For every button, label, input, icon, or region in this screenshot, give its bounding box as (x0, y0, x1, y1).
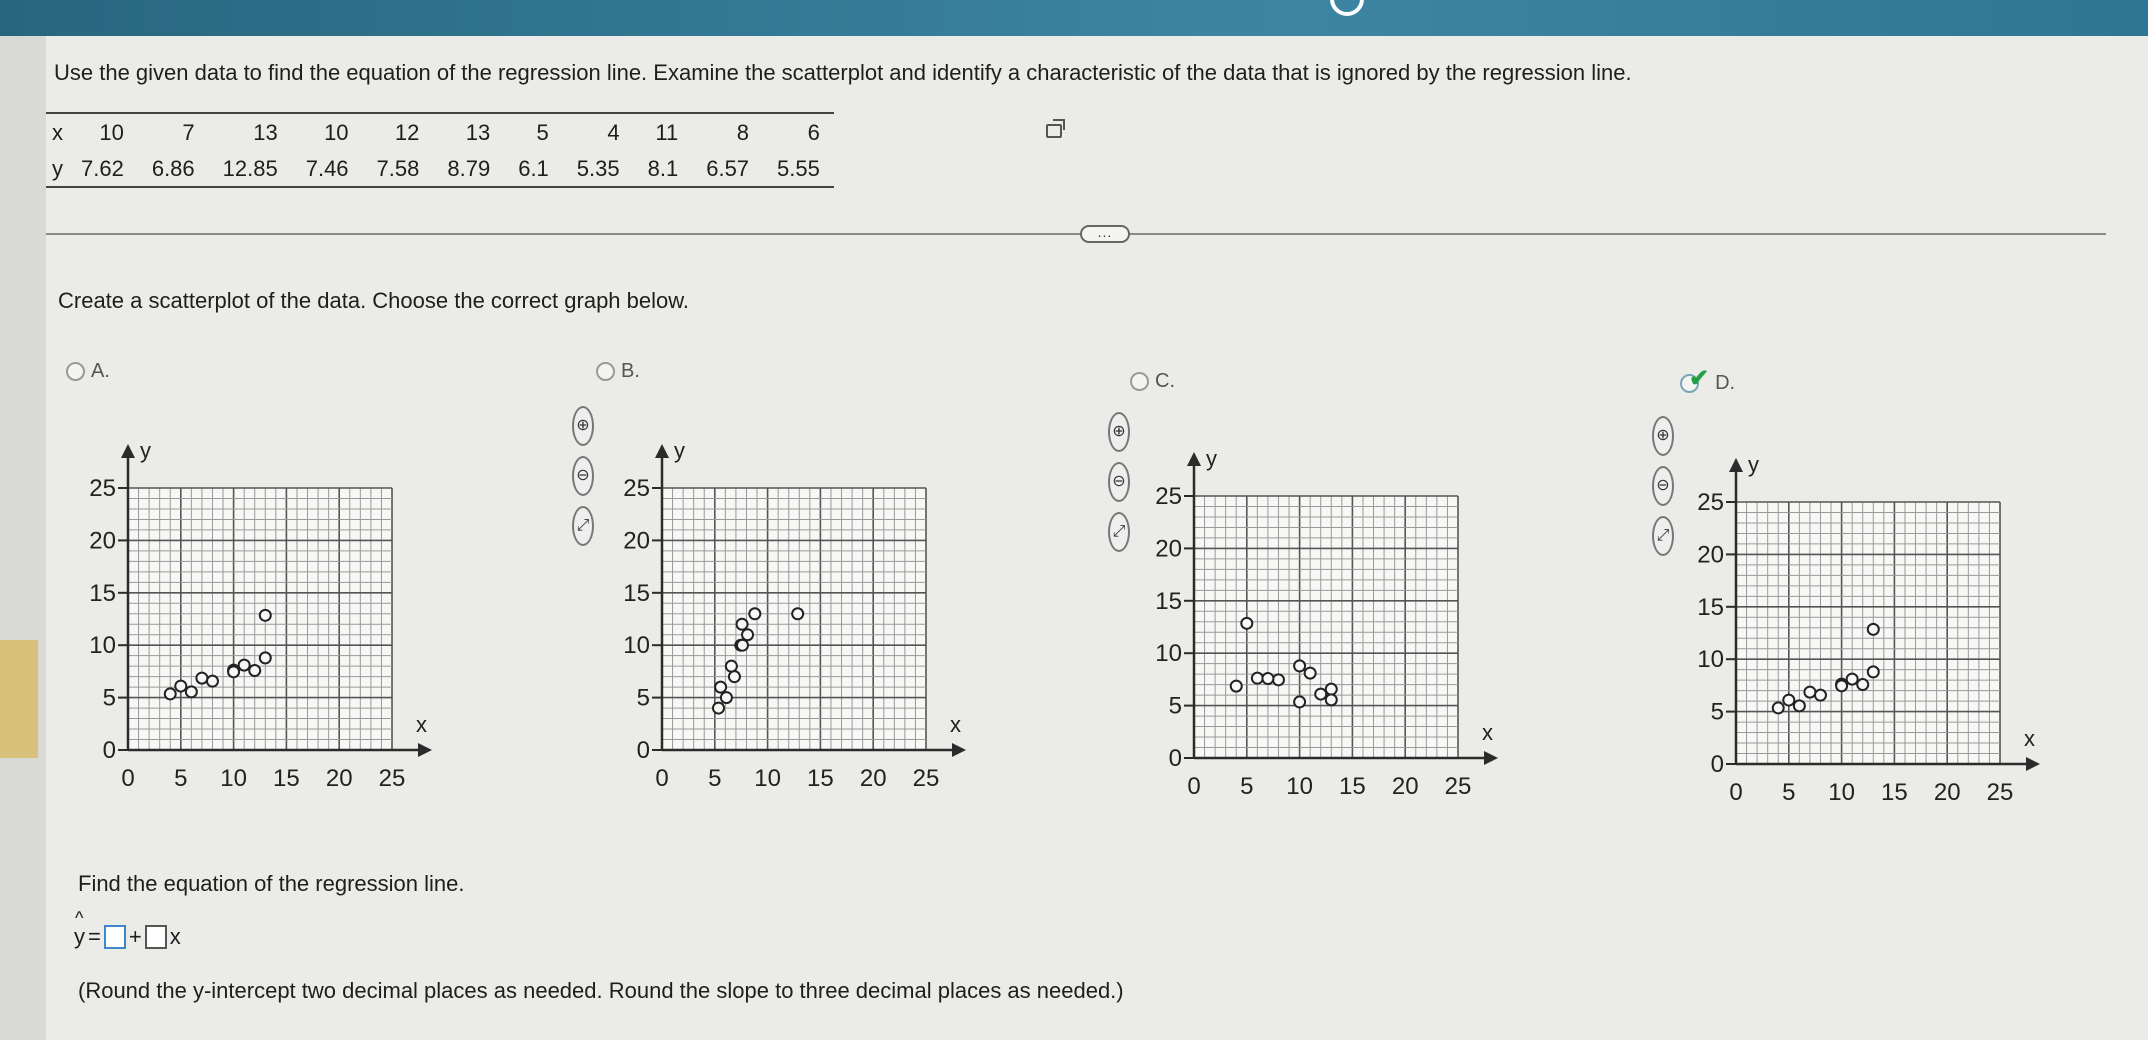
data-point (1326, 694, 1337, 705)
x-cell: 8 (736, 120, 750, 145)
option-letter: D. (1715, 372, 1736, 394)
x-row (46, 113, 834, 150)
x-cell: 13 (253, 120, 278, 145)
intercept-input[interactable] (104, 925, 126, 949)
zoom-in-icon[interactable]: ⊕ (1108, 412, 1130, 452)
option-letter: C. (1155, 370, 1175, 392)
x-tick-label: 20 (1391, 773, 1419, 800)
y-tick-label: 10 (1155, 640, 1182, 668)
y-tick-label: 5 (1168, 692, 1182, 720)
x-cell: 6 (807, 120, 820, 145)
data-point (1294, 660, 1305, 671)
zoom-in-icon[interactable]: ⊕ (1652, 416, 1674, 456)
y-cell: 5.55 (777, 156, 820, 181)
expand-icon[interactable]: ⤢ (1652, 516, 1674, 556)
x-tick-label: 15 (1881, 779, 1908, 806)
y-tick-label: 10 (89, 632, 116, 660)
x-axis-arrow (1484, 751, 1498, 765)
x-tick-label: 10 (754, 765, 781, 792)
y-tick-label: 5 (102, 684, 116, 712)
x-cell: 12 (394, 120, 420, 145)
data-point (1868, 624, 1879, 635)
y-tick-label: 20 (89, 527, 116, 555)
x-tick-label: 15 (807, 765, 834, 792)
x-cell: 10 (99, 120, 124, 145)
x-cell: 13 (465, 120, 491, 145)
y-cell: 5.35 (576, 156, 620, 181)
x-variable: x (169, 924, 181, 949)
x-tick-label: 20 (859, 765, 887, 792)
y-cell: 7.58 (376, 156, 420, 181)
x-tick-label: 25 (1986, 779, 2014, 806)
data-point (1305, 668, 1316, 679)
x-tick-label: 0 (1187, 773, 1201, 800)
data-point (1847, 674, 1858, 685)
x-tick-label: 15 (273, 765, 300, 792)
option-c[interactable] (1130, 370, 1175, 393)
radio-button[interactable] (596, 362, 615, 381)
zoom-out-icon[interactable]: ⊖ (1108, 462, 1130, 502)
plus-sign: + (128, 924, 142, 949)
x-cell: 4 (607, 120, 620, 145)
question-text: Use the given data to find the equation of the regression line. Examine the scatterplot and identify a characteristic of the data that is ignored by the regression line. (54, 60, 1632, 85)
x-axis-label: x (2024, 726, 2035, 751)
data-point (713, 703, 724, 714)
y-tick-label: 25 (623, 475, 650, 502)
y-tick-label: 0 (636, 737, 650, 764)
zoom-controls-c (1108, 412, 1130, 552)
y-hat-symbol: ^ y (74, 924, 85, 950)
data-point (1836, 680, 1847, 691)
y-tick-label: 25 (89, 475, 116, 502)
x-tick-label: 5 (1782, 779, 1796, 806)
y-axis-arrow (1187, 452, 1201, 466)
y-tick-label: 20 (1155, 535, 1182, 563)
x-cell: 7 (182, 120, 195, 145)
top-bar (0, 0, 2148, 36)
x-axis-arrow (952, 743, 966, 757)
x-tick-label: 5 (708, 765, 722, 792)
y-cell: 12.85 (222, 156, 278, 181)
y-label: y (52, 156, 63, 181)
more-button[interactable]: ... (1080, 225, 1130, 243)
data-table (46, 112, 834, 188)
data-point (1868, 666, 1879, 677)
x-axis-label: x (950, 712, 961, 737)
data-point (726, 661, 737, 672)
radio-button[interactable] (66, 362, 85, 381)
x-tick-label: 20 (1933, 779, 1961, 806)
zoom-controls-d (1652, 416, 1674, 556)
x-tick-label: 10 (1286, 773, 1313, 800)
y-tick-label: 20 (1697, 541, 1724, 569)
x-tick-label: 5 (1240, 773, 1254, 800)
y-tick-label: 5 (1710, 698, 1724, 726)
x-cell: 5 (536, 120, 549, 145)
x-tick-label: 0 (655, 765, 669, 792)
y-tick-label: 15 (89, 579, 116, 607)
y-cell: 7.46 (305, 156, 349, 181)
scatterplot-a[interactable] (80, 410, 520, 820)
x-tick-label: 10 (220, 765, 247, 792)
x-axis-arrow (2026, 757, 2040, 771)
rounding-instructions: (Round the y-intercept two decimal places as needed. Round the slope to three decimal places as needed.) (78, 978, 1124, 1003)
y-tick-label: 0 (1168, 745, 1182, 772)
zoom-in-icon[interactable]: ⊕ (572, 406, 594, 446)
zoom-out-icon[interactable]: ⊖ (572, 456, 594, 496)
x-cell: 11 (655, 120, 679, 145)
x-axis-arrow (418, 743, 432, 757)
y-tick-label: 0 (102, 737, 116, 764)
x-tick-label: 25 (378, 765, 406, 792)
correct-checkmark-icon: ✔ (1689, 365, 1710, 392)
y-axis-arrow (1729, 458, 1743, 472)
expand-icon[interactable]: ⤢ (572, 506, 594, 546)
data-point (1783, 695, 1794, 706)
data-point (721, 692, 732, 703)
radio-button[interactable] (1130, 372, 1149, 391)
data-point (175, 681, 186, 692)
y-cell: 6.57 (706, 156, 750, 181)
y-axis-arrow (655, 444, 669, 458)
zoom-controls-b (572, 406, 594, 546)
y-axis-label: y (1206, 446, 1217, 471)
scatterplot-c[interactable] (1146, 418, 1586, 828)
y-tick-label: 15 (623, 579, 650, 607)
data-point (729, 671, 740, 682)
data-point (1804, 687, 1815, 698)
data-point (1773, 702, 1784, 713)
data-point (1262, 673, 1273, 684)
y-tick-label: 10 (623, 632, 650, 660)
y-cell: 8.1 (647, 156, 679, 181)
section-divider (46, 233, 2106, 235)
y-axis-arrow (121, 444, 135, 458)
data-point (742, 629, 753, 640)
data-point (260, 610, 271, 621)
data-point (186, 686, 197, 697)
option-d[interactable] (1680, 365, 1736, 395)
x-tick-label: 0 (121, 765, 135, 792)
regression-equation (74, 924, 181, 950)
y-tick-label: 25 (1155, 483, 1182, 510)
y-tick-label: 20 (623, 527, 650, 555)
data-point (1326, 684, 1337, 695)
y-cell: 6.1 (518, 156, 549, 181)
data-point (1252, 673, 1263, 684)
data-point (207, 676, 218, 687)
data-point (1815, 690, 1826, 701)
data-point (165, 688, 176, 699)
data-point (1241, 618, 1252, 629)
expand-icon[interactable]: ⤢ (1108, 512, 1130, 552)
data-point (792, 608, 803, 619)
data-point (1294, 696, 1305, 707)
x-cell: 10 (324, 120, 349, 145)
y-tick-label: 0 (1710, 751, 1724, 778)
x-axis-label: x (1482, 720, 1493, 745)
data-point (196, 673, 207, 684)
y-cell: 6.86 (151, 156, 195, 181)
y-tick-label: 5 (636, 684, 650, 712)
data-point (737, 640, 748, 651)
data-point (1273, 674, 1284, 685)
scatterplot-prompt: Create a scatterplot of the data. Choose the correct graph below. (58, 288, 690, 313)
x-tick-label: 25 (1444, 773, 1472, 800)
y-row (46, 150, 834, 187)
y-tick-label: 10 (1697, 646, 1724, 674)
top-bar-circle-icon (1330, 0, 1364, 16)
copy-data-icon[interactable] (1046, 124, 1062, 138)
x-tick-label: 20 (325, 765, 353, 792)
y-cell: 7.62 (81, 156, 124, 181)
data-point (239, 660, 250, 671)
zoom-out-icon[interactable]: ⊖ (1652, 466, 1674, 506)
x-axis-label: x (416, 712, 427, 737)
scatterplot-d[interactable] (1688, 424, 2128, 834)
y-axis-label: y (674, 438, 685, 463)
x-tick-label: 25 (912, 765, 940, 792)
y-cell: 8.79 (447, 156, 491, 181)
option-letter: B. (621, 360, 640, 382)
data-point (749, 608, 760, 619)
y-axis-label: y (1748, 452, 1759, 477)
data-point (260, 652, 271, 663)
option-letter: A. (91, 360, 110, 382)
option-a[interactable] (66, 360, 110, 383)
y-axis-label: y (140, 438, 151, 463)
y-tick-label: 15 (1155, 587, 1182, 615)
data-point (737, 619, 748, 630)
left-edge-strip (0, 640, 38, 758)
slope-input[interactable] (145, 925, 167, 949)
x-tick-label: 0 (1729, 779, 1743, 806)
plot-area (1194, 496, 1458, 758)
data-point (1857, 679, 1868, 690)
data-point (1315, 689, 1326, 700)
x-label: x (52, 120, 63, 145)
data-point (228, 666, 239, 677)
data-point (1794, 700, 1805, 711)
x-tick-label: 15 (1339, 773, 1366, 800)
equals-sign: = (88, 924, 101, 949)
x-tick-label: 5 (174, 765, 188, 792)
option-b[interactable] (596, 360, 640, 383)
data-point (715, 682, 726, 693)
y-tick-label: 25 (1697, 489, 1724, 516)
data-point (249, 665, 260, 676)
x-tick-label: 10 (1828, 779, 1855, 806)
y-tick-label: 15 (1697, 593, 1724, 621)
find-equation-label: Find the equation of the regression line. (78, 871, 465, 896)
data-point (1231, 681, 1242, 692)
scatterplot-b[interactable] (614, 410, 1054, 820)
